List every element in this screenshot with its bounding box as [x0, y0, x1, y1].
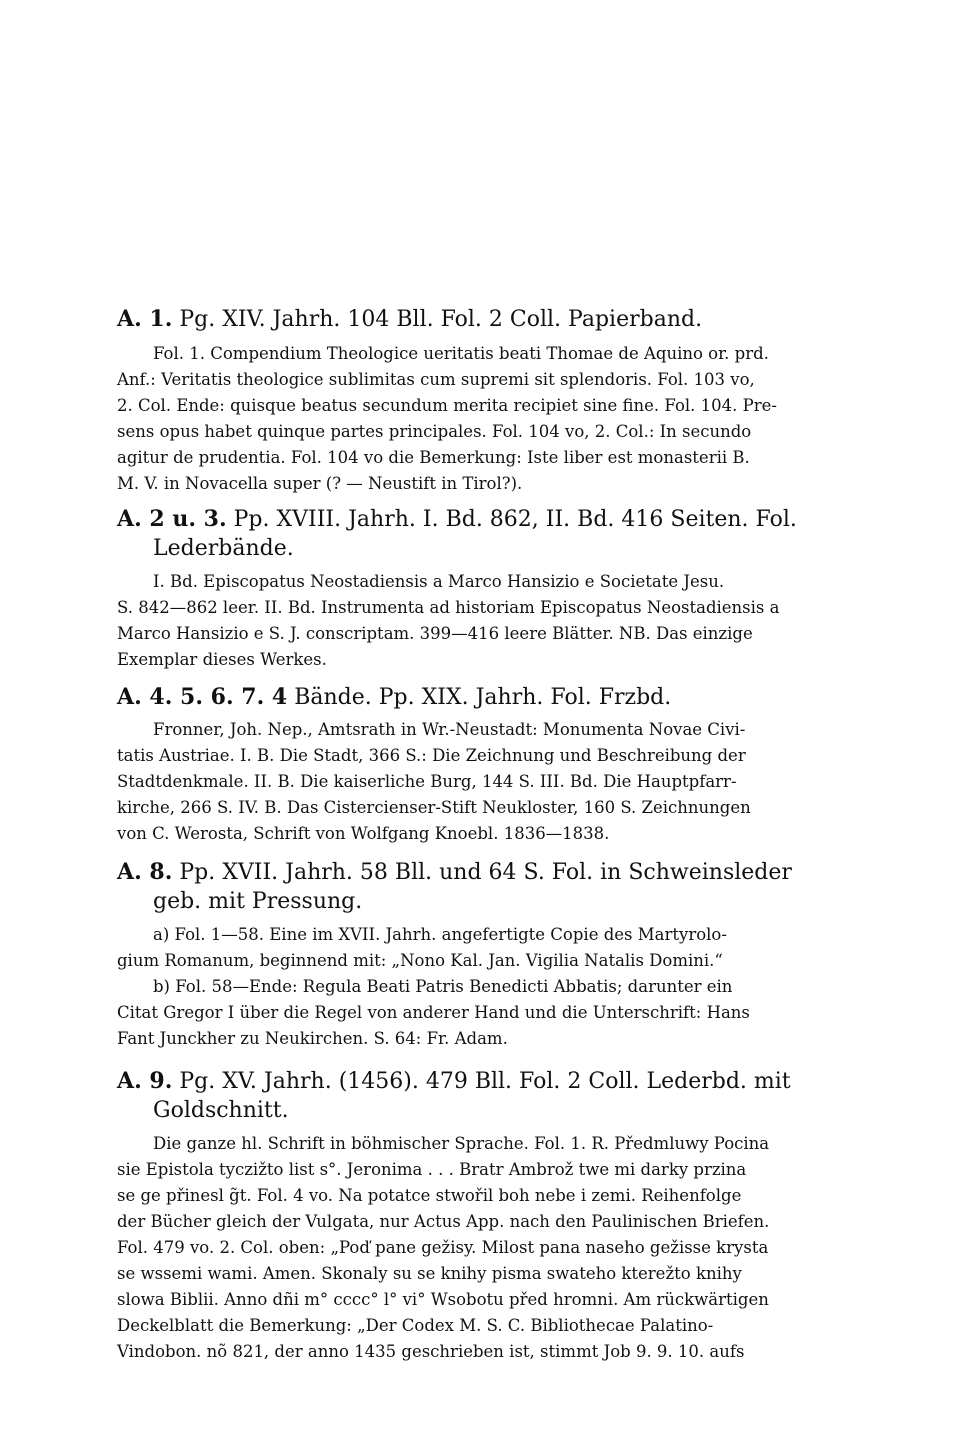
entry-body [117, 341, 849, 497]
catalog-entry-a1 [117, 305, 849, 497]
body-line: I. Bd. Episcopatus Neostadiensis a Marco Hansizio e Societate Jesu. [153, 572, 725, 591]
body-line: slowa Biblii. Anno dñi m° cccc° l° vi° Wsobotu před hromni. Am rückwärtigen [117, 1290, 769, 1309]
entry-body [117, 569, 849, 673]
heading-line: Lederbände. [153, 536, 294, 561]
body-line: Vindobon. nõ 821, der anno 1435 geschrieben ist, stimmt Job 9. 9. 10. aufs [117, 1342, 745, 1361]
heading-line: Goldschnitt. [153, 1098, 289, 1123]
heading-line: A. 8. Pp. XVII. Jahrh. 58 Bll. und 64 S. Fol. in Schweinsleder [117, 859, 792, 885]
body-line: der Bücher gleich der Vulgata, nur Actus App. nach den Paulinischen Briefen. [117, 1212, 770, 1231]
shelf-mark: A. 9. [117, 1068, 173, 1094]
body-line: gium Romanum, beginnend mit: „Nono Kal. Jan. Vigilia Natalis Domini.“ [117, 951, 723, 970]
body-line: Marco Hansizio e S. J. conscriptam. 399—416 leere Blätter. NB. Das einzige [117, 624, 753, 643]
heading-line: geb. mit Pressung. [153, 889, 363, 914]
body-line: Exemplar dieses Werkes. [117, 650, 327, 669]
body-line: sens opus habet quinque partes principales. Fol. 104 vo, 2. Col.: In secundo [117, 422, 752, 441]
shelf-mark: A. 4. 5. 6. 7. 4 [117, 684, 288, 710]
entry-heading [117, 1067, 849, 1125]
body-line: von C. Werosta, Schrift von Wolfgang Knoebl. 1836—1838. [117, 824, 610, 843]
body-line: Citat Gregor I über die Regel von anderer Hand und die Unterschrift: Hans [117, 1003, 750, 1022]
entry-body [117, 922, 849, 1052]
body-line: S. 842—862 leer. II. Bd. Instrumenta ad historiam Episcopatus Neostadiensis a [117, 598, 780, 617]
body-line: sie Epistola tyczižto list s°. Jeronima . . . Bratr Ambrož twe mi darky przina [117, 1160, 747, 1179]
catalog-entry-a2-3 [117, 505, 849, 673]
catalog-entry-a9 [117, 1067, 849, 1365]
entry-heading [117, 305, 849, 334]
entry-heading [117, 683, 849, 712]
body-line: kirche, 266 S. IV. B. Das Cistercienser-Stift Neukloster, 160 S. Zeichnungen [117, 798, 751, 817]
shelf-mark: A. 2 u. 3. [117, 506, 227, 532]
body-line: a) Fol. 1—58. Eine im XVII. Jahrh. angefertigte Copie des Martyrolo- [153, 925, 727, 944]
heading-line: A. 4. 5. 6. 7. 4 Bände. Pp. XIX. Jahrh. Fol. Frzbd. [117, 684, 672, 710]
body-line: se ge přinesl g̃t. Fol. 4 vo. Na potatce stwořil boh nebe i zemi. Reihenfolge [117, 1186, 742, 1205]
body-line: Fol. 479 vo. 2. Col. oben: „Poď pane gežisy. Milost pana naseho gežisse krysta [117, 1238, 769, 1257]
catalog-entry-a8 [117, 858, 849, 1052]
heading-line: A. 2 u. 3. Pp. XVIII. Jahrh. I. Bd. 862, II. Bd. 416 Seiten. Fol. [117, 506, 797, 532]
entry-heading [117, 858, 849, 916]
body-line: agitur de prudentia. Fol. 104 vo die Bemerkung: Iste liber est monasterii B. [117, 448, 750, 467]
entry-heading [117, 505, 849, 563]
body-line: Fol. 1. Compendium Theologice ueritatis beati Thomae de Aquino or. prd. [153, 344, 769, 363]
body-line: Fant Junckher zu Neukirchen. S. 64: Fr. Adam. [117, 1029, 508, 1048]
body-line: tatis Austriae. I. B. Die Stadt, 366 S.: Die Zeichnung und Beschreibung der [117, 746, 746, 765]
shelf-mark: A. 1. [117, 306, 173, 332]
body-line: Deckelblatt die Bemerkung: „Der Codex M. S. C. Bibliothecae Palatino- [117, 1316, 714, 1335]
body-line: 2. Col. Ende: quisque beatus secundum merita recipiet sine fine. Fol. 104. Pre- [117, 396, 777, 415]
body-line: M. V. in Novacella super (? — Neustift in Tirol?). [117, 474, 523, 493]
catalog-entry-a4-7 [117, 683, 849, 847]
heading-line: A. 9. Pg. XV. Jahrh. (1456). 479 Bll. Fol. 2 Coll. Lederbd. mit [117, 1068, 791, 1094]
body-line: Fronner, Joh. Nep., Amtsrath in Wr.-Neustadt: Monumenta Novae Civi- [153, 720, 746, 739]
entry-body [117, 717, 849, 847]
body-line: se wssemi wami. Amen. Skonaly su se knihy pisma swateho kterežto knihy [117, 1264, 742, 1283]
entry-body [117, 1131, 849, 1365]
shelf-mark: A. 8. [117, 859, 173, 885]
body-line: Anf.: Veritatis theologice sublimitas cum supremi sit splendoris. Fol. 103 vo, [117, 370, 755, 389]
body-line: Stadtdenkmale. II. B. Die kaiserliche Burg, 144 S. III. Bd. Die Hauptpfarr- [117, 772, 737, 791]
body-line: Die ganze hl. Schrift in böhmischer Sprache. Fol. 1. R. Předmluwy Pocina [153, 1134, 770, 1153]
heading-line: A. 1. Pg. XIV. Jahrh. 104 Bll. Fol. 2 Coll. Papierband. [117, 306, 703, 332]
body-line: b) Fol. 58—Ende: Regula Beati Patris Benedicti Abbatis; darunter ein [153, 977, 733, 996]
